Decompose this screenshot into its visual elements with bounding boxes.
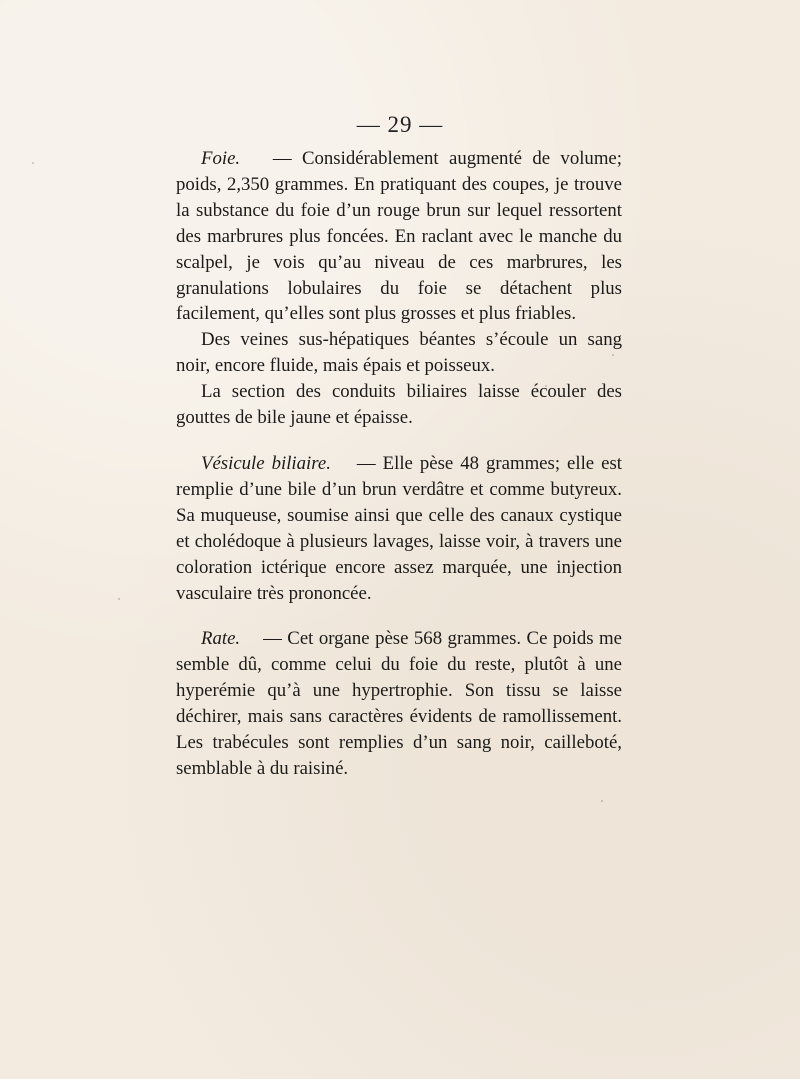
rate-text: — Cet organe pèse 568 grammes. Ce poids me semble dû, comme celui du foie du reste, plutôt à une hyperémie qu’à une hypertrophie. Son tissu se laisse déchirer, mais sans caractères évidents de ramollissement. Les trabécules sont remplies d’un sang noir, cailleboté, semblable à du raisiné. — [176, 628, 622, 779]
section-gap — [176, 431, 622, 451]
section-title-vesicule-biliaire: Vésicule biliaire. — [201, 452, 331, 474]
page-number: — 29 — — [356, 112, 444, 137]
rate-paragraph — [176, 626, 622, 781]
vesicule-text: — Elle pèse 48 grammes; elle est remplie d’une bile d’un brun verdâtre et comme butyreux. Sa muqueuse, soumise ainsi que celle des canaux cystique et cholédoque à plusieurs lavages, laisse voir, à travers une coloration ictérique encore assez marquée, une injection vasculaire très prononcée. — [176, 452, 622, 604]
paper-speck — [32, 162, 34, 164]
foie-paragraph-1 — [176, 146, 622, 327]
foie-text-1: — Considérablement augmenté de volume; poids, 2,350 grammes. En pratiquant des coupes, je trouve la substance du foie d’un rouge brun sur lequel ressortent des marbrures plus foncées. En raclant avec le manche du scalpel, je vois qu’au niveau de ces marbrures, les granulations lobulaires du foie se détachent plus facilement, qu’elles sont plus grosses et plus friables. — [176, 148, 622, 325]
section-gap — [176, 606, 622, 626]
foie-paragraph-3: La section des conduits biliaires laisse écouler des gouttes de bile jaune et épaisse. — [176, 381, 622, 429]
paper-speck — [601, 800, 603, 802]
paper-speck — [118, 598, 120, 600]
section-title-foie: Foie. — [201, 148, 241, 169]
foie-paragraph-2: Des veines sus-hépatiques béantes s’écoule un sang noir, encore fluide, mais épais et poisseux. — [176, 329, 622, 377]
foie-section — [176, 146, 622, 782]
vesicule-paragraph — [176, 451, 622, 606]
section-title-rate: Rate. — [201, 628, 241, 650]
